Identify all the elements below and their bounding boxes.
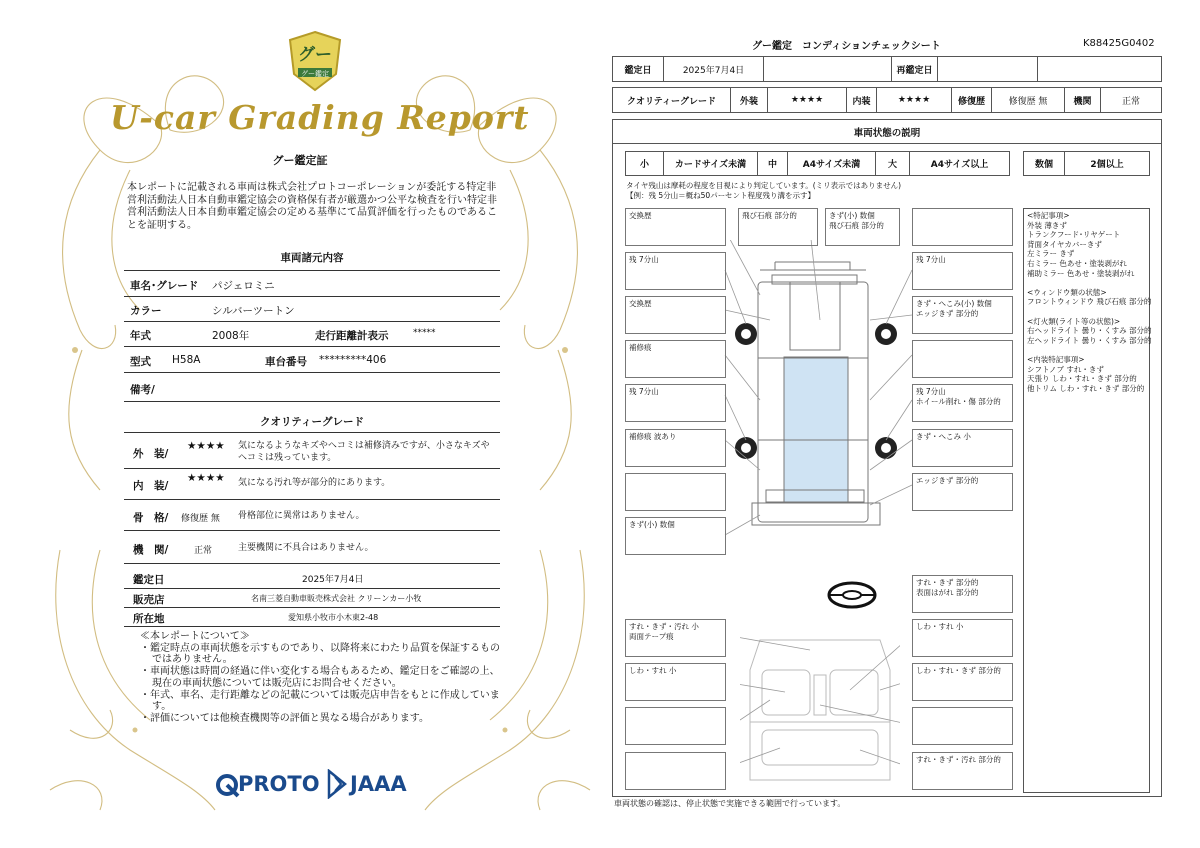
damage-box: しわ・すれ 小 (625, 663, 726, 701)
interior-label: 内装 (846, 88, 876, 112)
quality-label: 外 装/ (133, 448, 169, 460)
count-label: 数個 (1034, 160, 1053, 170)
engine-label: 機関 (1064, 88, 1100, 112)
damage-box (625, 707, 726, 745)
count-legend (1023, 151, 1150, 176)
redate-label: 再鑑定日 (891, 57, 937, 81)
divider (124, 401, 500, 402)
inspection-date: 2025年7月4日 (302, 575, 364, 585)
size-small-desc: カードサイズ未満 (663, 152, 757, 175)
divider (124, 321, 500, 322)
quality-label: 内 装/ (133, 480, 169, 492)
note-line: シフトノブ すれ・きず (1027, 364, 1104, 374)
note-line: 外装 薄きず (1027, 220, 1067, 230)
date-label: 鑑定日 (624, 65, 652, 76)
steering-wheel-icon (826, 580, 878, 610)
divider (124, 626, 500, 627)
note-line: 背面タイヤカバーきず (1027, 239, 1102, 249)
model-label: 型式 (130, 356, 151, 368)
repair-label: 修復歴 (951, 88, 991, 112)
report-title: U-car Grading Report (110, 98, 530, 137)
sheet-id: K88425G0402 (1083, 38, 1155, 49)
divider (124, 346, 500, 347)
model-value: H58A (172, 354, 201, 366)
divider (124, 372, 500, 373)
note-line: トランクフード･リヤゲート (1027, 230, 1121, 240)
size-medium-desc: A4サイズ未満 (787, 152, 875, 175)
damage-box: きず・へこみ(小) 数個 エッジきず 部分的 (912, 296, 1013, 334)
quality-label: 機 関/ (133, 544, 169, 556)
divider (124, 530, 500, 531)
sheet-footer: 車両状態の確認は、停止状態で実施できる範囲で行っています。 (614, 799, 846, 808)
note-line: 天張り しわ・すれ・きず 部分的 (1027, 374, 1137, 384)
size-legend (625, 151, 1010, 176)
note-line: 右ミラー 色あせ・塗装剥がれ (1027, 258, 1127, 268)
note-line: <ウィンドウ類の状態> (1027, 287, 1107, 297)
divider (124, 296, 500, 297)
mileage-value: ***** (413, 328, 436, 338)
damage-box (625, 473, 726, 511)
note-line: 他トリム しわ・すれ・きず 部分的 (1027, 383, 1145, 393)
year-label: 年式 (130, 330, 151, 342)
goo-kantei-logo (286, 30, 344, 92)
year-value: 2008年 (212, 330, 250, 342)
quality-title: クオリティーグレード (260, 416, 364, 428)
redate-blank (1037, 57, 1161, 81)
damage-box: 残 7分山 (625, 384, 726, 422)
note-item: ・鑑定時点の車両状態を示すものであり、以降将来にわたり品質を保証するものではありません。 (140, 642, 500, 666)
car-name-value: パジェロミニ (212, 280, 275, 292)
redate-value (937, 57, 1037, 81)
quality-label: 骨 格/ (133, 512, 169, 524)
grade-label: クオリティーグレード (626, 96, 717, 107)
divider (124, 563, 500, 564)
certificate-intro: 本レポートに記載される車両は株式会社プロトコーポレーションが委託する特定非営利活動法人日本自動車鑑定協会の資格保有者が厳選かつ公平な検査を行い特定非営利活動法人日本自動車鑑定協会の定める基準にて品質評価を行ったものであることを証明する。 (127, 182, 497, 231)
tire-example: 【例：残 5分山＝概ね50パーセント程度残り溝を示す】 (626, 191, 816, 200)
note-line: 左ヘッドライト 曇り・くすみ 部分的 (1027, 335, 1152, 345)
damage-box: エッジきず 部分的 (912, 473, 1013, 511)
jaaa-brand: JAAA (350, 772, 407, 796)
chassis-value: *********406 (319, 354, 387, 366)
dealer-label: 販売店 (133, 594, 165, 606)
note-line: 左ミラー きず (1027, 249, 1075, 259)
quality-desc: 骨格部位に異常はありません。 (238, 511, 365, 521)
quality-value: 正常 (194, 546, 213, 556)
color-label: カラー (130, 305, 162, 317)
damage-box: 交換歴 (625, 296, 726, 334)
mileage-label: 走行距離計表示 (315, 330, 389, 342)
damage-box: すれ・きず・汚れ 部分的 (912, 752, 1013, 790)
svg-text:グー: グー (298, 45, 332, 65)
damage-box: すれ・きず 部分的 表面はがれ 部分的 (912, 575, 1013, 613)
jaaa-logo-icon (326, 769, 348, 799)
exterior-label: 外装 (730, 88, 767, 112)
proto-logo (216, 774, 240, 798)
note-line: <灯火類(ライト等の状態)> (1027, 316, 1121, 326)
damage-box: 飛び石痕 部分的 (738, 208, 818, 246)
damage-box: きず(小) 数個 飛び石痕 部分的 (825, 208, 900, 246)
note-item: ・評価については他検査機関等の評価と異なる場合があります。 (140, 712, 429, 724)
svg-text:グー鑑定: グー鑑定 (301, 70, 329, 78)
damage-box: きず・へこみ 小 (912, 429, 1013, 467)
divider (124, 468, 500, 469)
divider (124, 499, 500, 500)
note-item: ・年式、車名、走行距離などの記載については販売店申告をもとに作成しています。 (140, 689, 500, 713)
specs-title: 車両諸元内容 (280, 252, 344, 264)
dealer-name: 名南三菱自動車販売株式会社 クリーンカー小牧 (251, 594, 422, 603)
interior-diagram (740, 630, 900, 790)
damage-box: 残 7分山 (625, 252, 726, 290)
interior-value: ★★★★ (876, 88, 951, 112)
damage-box: 残 7分山 (912, 252, 1013, 290)
damage-box: きず(小) 数個 (625, 517, 726, 555)
note-line: 右ヘッドライト 曇り・くすみ 部分的 (1027, 326, 1152, 336)
car-name-label: 車名･グレード (130, 280, 199, 292)
special-notes (1023, 208, 1150, 793)
address-label: 所在地 (133, 613, 165, 625)
note-line: 補助ミラー 色あせ・塗装剥がれ (1027, 268, 1135, 278)
divider (124, 607, 500, 608)
exterior-value: ★★★★ (767, 88, 846, 112)
date-value: 2025年7月4日 (663, 57, 763, 81)
damage-box: すれ・きず・汚れ 小 両面テープ痕 (625, 619, 726, 657)
chassis-label: 車台番号 (265, 356, 307, 368)
inspection-date-label: 鑑定日 (133, 574, 165, 586)
quality-value: ★★★★ (187, 440, 225, 452)
size-large-desc: A4サイズ以上 (909, 152, 1009, 175)
divider (124, 588, 500, 589)
size-large: 大 (875, 152, 909, 175)
damage-box (912, 707, 1013, 745)
quality-value: 修復歴 無 (181, 514, 220, 524)
damage-box (912, 208, 1013, 246)
tire-note: タイヤ残山は摩耗の程度を目視により判定しています。(ミリ表示ではありません) (626, 181, 902, 190)
damage-box (912, 340, 1013, 378)
color-value: シルバーツートン (212, 305, 295, 317)
report-notes (140, 631, 500, 725)
exterior-diagram (700, 240, 920, 550)
note-item: ・車両状態は時間の経過に伴い変化する場合もあるため、鑑定日をご確認の上、現在の車両状態については販売店にお問合せください。 (140, 666, 500, 689)
size-small: 小 (639, 160, 649, 170)
damage-box: 残 7分山 ホイール削れ・傷 部分的 (912, 384, 1013, 422)
size-medium: 中 (757, 152, 787, 175)
quality-desc: 主要機関に不具合はありません。 (238, 543, 374, 553)
damage-box: 補修痕 (625, 340, 726, 378)
damage-box: 補修痕 波あり (625, 429, 726, 467)
quality-value: ★★★★ (187, 472, 225, 484)
damage-box: しわ・すれ 小 (912, 619, 1013, 657)
notes-title: ≪本レポートについて≫ (140, 631, 250, 642)
date-row (612, 56, 1162, 82)
note-line: <特記事項> (1027, 211, 1070, 220)
damage-box: 交換歴 (625, 208, 726, 246)
certificate-subtitle: グー鑑定証 (272, 154, 328, 167)
divider (124, 270, 500, 271)
divider (124, 432, 500, 433)
engine-value: 正常 (1100, 88, 1161, 112)
note-line: フロントウィンドウ 飛び石痕 部分的 (1027, 297, 1152, 307)
repair-value: 修復歴 無 (991, 88, 1064, 112)
sheet-title: グー鑑定 コンディションチェックシート (752, 41, 941, 52)
proto-brand: PROTO (238, 772, 320, 796)
remarks-label: 備考/ (130, 384, 155, 396)
quality-desc: 気になるようなキズやヘコミは補修済みですが、小さなキズやヘコミは残っています。 (238, 441, 490, 463)
note-line: <内装特記事項> (1027, 354, 1085, 364)
address: 愛知県小牧市小木東2-48 (288, 613, 379, 622)
grade-row (612, 87, 1162, 113)
condition-title: 車両状態の説明 (612, 119, 1162, 144)
damage-box: しわ・すれ・きず 部分的 (912, 663, 1013, 701)
damage-box (625, 752, 726, 790)
date-blank (763, 57, 891, 81)
quality-desc: 気になる汚れ等が部分的にあります。 (238, 478, 391, 488)
count-value: 2個以上 (1064, 152, 1149, 175)
